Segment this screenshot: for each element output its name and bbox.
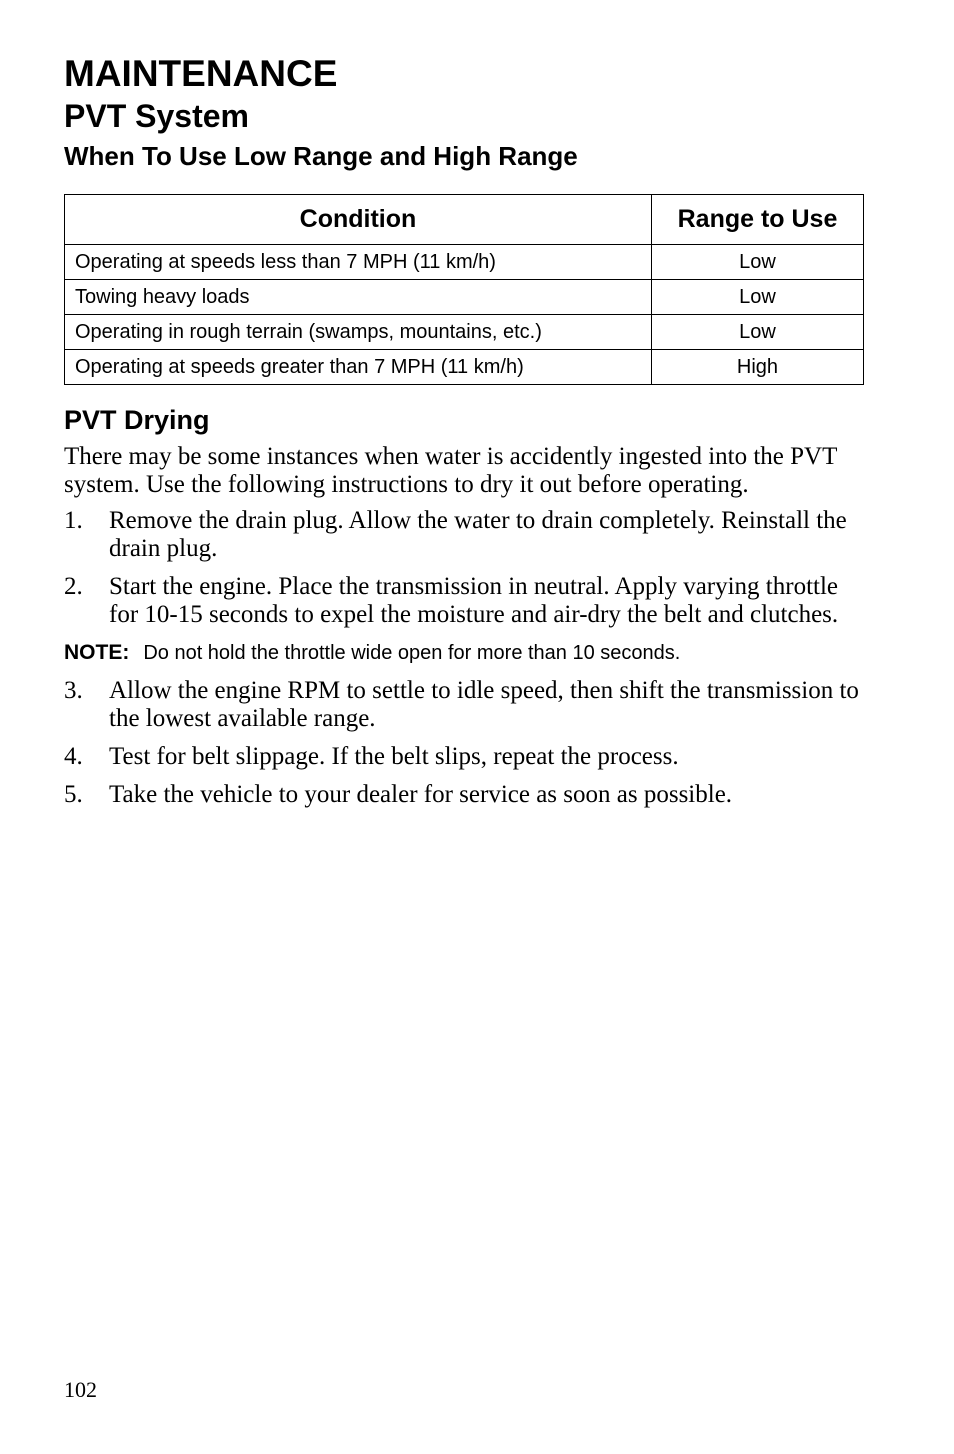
step-number: 5. xyxy=(64,781,83,808)
chapter-title: MAINTENANCE xyxy=(64,53,338,94)
step-number: 1. xyxy=(64,507,83,534)
drying-steps xyxy=(64,507,864,629)
table-row xyxy=(65,350,864,385)
note-label: NOTE: xyxy=(64,641,130,664)
range-cell: Low xyxy=(652,280,864,315)
step-text: Allow the engine RPM to settle to idle speed, then shift the transmission to the lowest available range. xyxy=(109,677,859,732)
condition-cell: Operating at speeds less than 7 MPH (11 km/h) xyxy=(65,245,652,280)
header-range: Range to Use xyxy=(652,195,864,245)
section-title: PVT System xyxy=(64,98,249,134)
note xyxy=(64,639,864,667)
range-cell: High xyxy=(652,350,864,385)
step-item xyxy=(64,743,864,771)
range-cell: Low xyxy=(652,245,864,280)
range-cell: Low xyxy=(652,315,864,350)
range-table xyxy=(64,194,864,385)
page-number: 102 xyxy=(64,1377,97,1402)
condition-cell: Operating in rough terrain (swamps, mountains, etc.) xyxy=(65,315,652,350)
drying-title: PVT Drying xyxy=(64,405,210,435)
step-item xyxy=(64,507,864,563)
table-header-row xyxy=(65,195,864,245)
step-item xyxy=(64,677,864,733)
note-text: Do not hold the throttle wide open for more than 10 seconds. xyxy=(143,642,681,664)
drying-steps-continued xyxy=(64,677,864,809)
step-item xyxy=(64,573,864,629)
table-row xyxy=(65,245,864,280)
step-text: Take the vehicle to your dealer for service as soon as possible. xyxy=(109,781,733,808)
subsection-title: When To Use Low Range and High Range xyxy=(64,141,578,171)
condition-cell: Towing heavy loads xyxy=(65,280,652,315)
step-text: Remove the drain plug. Allow the water to drain completely. Reinstall the drain plug. xyxy=(109,507,847,562)
step-text: Test for belt slippage. If the belt slips, repeat the process. xyxy=(109,743,679,770)
drying-intro: There may be some instances when water is accidently ingested into the PVT system. Use the following instructions to dry it out before operating. xyxy=(64,443,837,498)
table-row xyxy=(65,315,864,350)
step-number: 3. xyxy=(64,677,83,704)
condition-cell: Operating at speeds greater than 7 MPH (11 km/h) xyxy=(65,350,652,385)
manual-page xyxy=(64,52,864,819)
header-condition: Condition xyxy=(65,195,652,245)
step-item xyxy=(64,781,864,809)
step-number: 4. xyxy=(64,743,83,770)
table-row xyxy=(65,280,864,315)
step-text: Start the engine. Place the transmission in neutral. Apply varying throttle for 10-15 seconds to expel the moisture and air-dry the belt and clutches. xyxy=(109,573,839,628)
step-number: 2. xyxy=(64,573,83,600)
